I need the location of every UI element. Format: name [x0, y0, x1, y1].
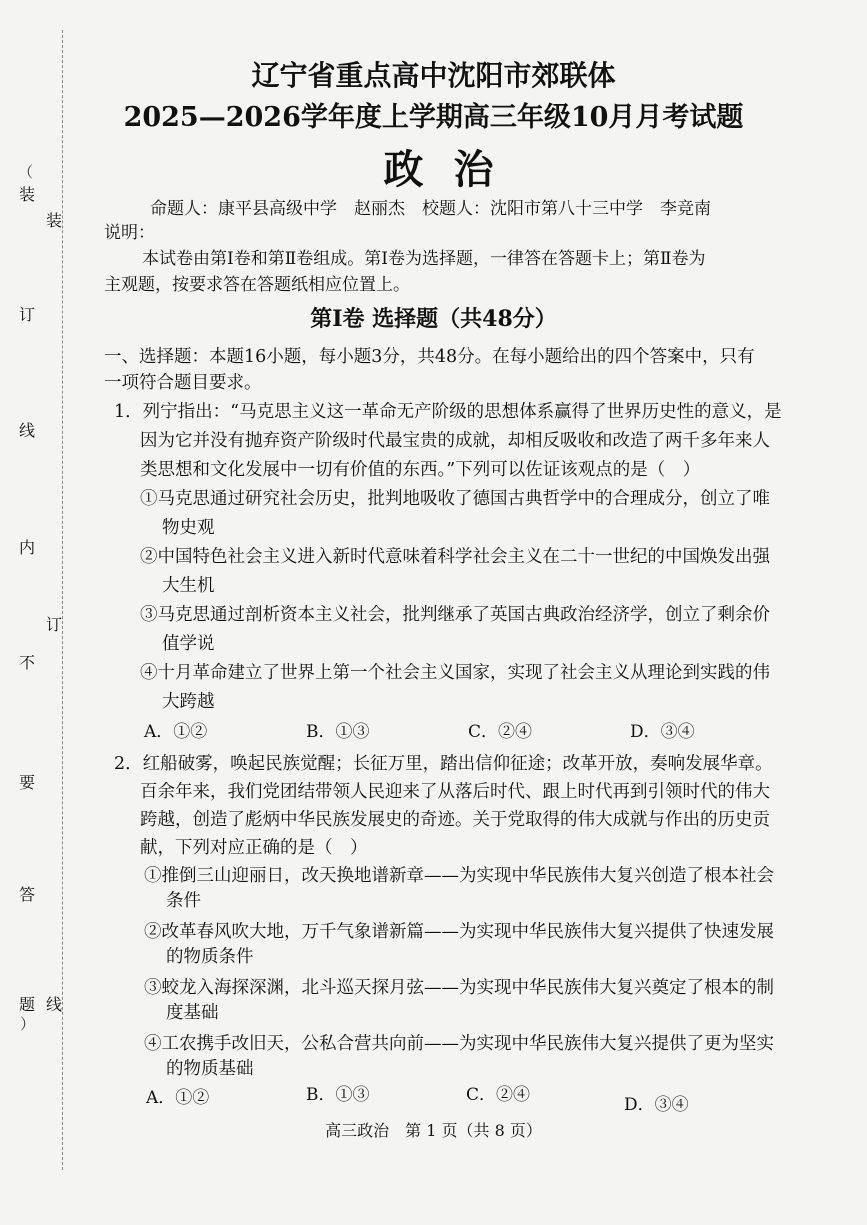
option-c: C．②④ — [468, 722, 533, 742]
margin-char: 装 — [45, 211, 62, 230]
statement-3: ③蛟龙入海探深渊，北斗巡天探月弦——为实现中华民族伟大复兴奠定了根本的制 — [144, 978, 774, 998]
option-a: A．①② — [144, 722, 208, 742]
statement-3-cont: 度基础 — [166, 1003, 219, 1023]
margin-char: 内 — [18, 538, 35, 557]
question-stem: 献，下列对应正确的是（ ） — [140, 838, 368, 858]
margin-char: 订 — [18, 305, 35, 324]
statement-1-cont: 条件 — [166, 891, 201, 911]
statement-2-cont: 的物质条件 — [166, 947, 254, 967]
exam-organization-title: 辽宁省重点高中沈阳市郊联体 — [251, 59, 616, 92]
statement-1: ①马克思通过研究社会历史，批判地吸收了德国古典哲学中的合理成分，创立了唯 — [140, 489, 770, 509]
statement-2-cont: 大生机 — [162, 576, 215, 596]
statement-1: ①推倒三山迎丽日，改天换地谱新章——为实现中华民族伟大复兴创造了根本社会 — [144, 866, 774, 886]
part-intro: 一项符合题目要求。 — [104, 373, 262, 393]
instructions-line: 本试卷由第Ⅰ卷和第Ⅱ卷组成。第Ⅰ卷为选择题，一律答在答题卡上；第Ⅱ卷为 — [142, 249, 706, 269]
question-stem: 百余年来，我们党团结带领人民迎来了从落后时代、跟上时代再到引领时代的伟大 — [140, 782, 770, 802]
question-stem: 1．列宁指出：“马克思主义这一革命无产阶级的思想体系赢得了世界历史性的意义，是 — [114, 402, 782, 422]
margin-char: 题 — [18, 995, 35, 1014]
margin-char: 订 — [45, 615, 62, 634]
option-a: A．①② — [146, 1088, 210, 1108]
margin-char: 线 — [45, 995, 62, 1014]
statement-4: ④工农携手改旧天，公私合营共向前——为实现中华民族伟大复兴提供了更为坚实 — [144, 1034, 774, 1054]
instructions-line: 主观题，按要求答在答题纸相应位置上。 — [104, 275, 410, 295]
margin-char: 不 — [18, 653, 35, 672]
margin-char: 答 — [18, 885, 35, 904]
subject-title: 政治 — [383, 146, 524, 193]
margin-open-paren: （ — [18, 163, 34, 181]
section-title: 第Ⅰ卷 选择题（共48分） — [310, 306, 557, 332]
statement-4-cont: 的物质基础 — [166, 1059, 254, 1079]
statement-3: ③马克思通过剖析资本主义社会，批判继承了英国古典政治经济学，创立了剩余价 — [140, 605, 770, 625]
question-stem: 因为它并没有抛弃资产阶级时代最宝贵的成就，却相反吸收和改造了两千多年来人 — [140, 431, 770, 451]
statement-1-cont: 物史观 — [162, 518, 215, 538]
option-b: B．①③ — [306, 722, 370, 742]
question-stem: 跨越，创造了彪炳中华民族发展史的奇迹。关于党取得的伟大成就与作出的历史贡 — [140, 810, 770, 830]
option-d: D．③④ — [624, 1095, 689, 1115]
statement-3-cont: 值学说 — [162, 634, 215, 654]
margin-close-paren: ） — [20, 1015, 36, 1033]
part-intro: 一、选择题：本题16小题，每小题3分，共48分。在每小题给出的四个答案中，只有 — [104, 347, 755, 367]
statement-4: ④十月革命建立了世界上第一个社会主义国家，实现了社会主义从理论到实践的伟 — [140, 663, 770, 683]
option-b: B．①③ — [306, 1085, 370, 1105]
option-d: D．③④ — [630, 722, 695, 742]
page-footer: 高三政治 第 1 页（共 8 页） — [325, 1121, 542, 1140]
margin-char: 线 — [18, 421, 35, 440]
statement-2: ②改革春风吹大地，万千气象谱新篇——为实现中华民族伟大复兴提供了快速发展 — [144, 922, 774, 942]
question-stem: 2．红船破雾，唤起民族觉醒；长征万里，踏出信仰征途；改革开放，奏响发展华章。 — [114, 754, 773, 774]
question-stem: 类思想和文化发展中一切有价值的东西。”下列可以佐证该观点的是（ ） — [140, 460, 701, 480]
margin-char: 要 — [18, 773, 35, 792]
option-c: C．②④ — [466, 1085, 531, 1105]
statement-2: ②中国特色社会主义进入新时代意味着科学社会主义在二十一世纪的中国焕发出强 — [140, 547, 770, 567]
exam-title: 2025—2026学年度上学期高三年级10月月考试题 — [123, 102, 744, 133]
margin-char: 装 — [18, 185, 35, 204]
author-line: 命题人：康平县高级中学 赵丽杰 校题人：沈阳市第八十三中学 李竞南 — [150, 199, 711, 219]
instructions-label: 说明： — [104, 223, 155, 243]
statement-4-cont: 大跨越 — [162, 692, 215, 712]
